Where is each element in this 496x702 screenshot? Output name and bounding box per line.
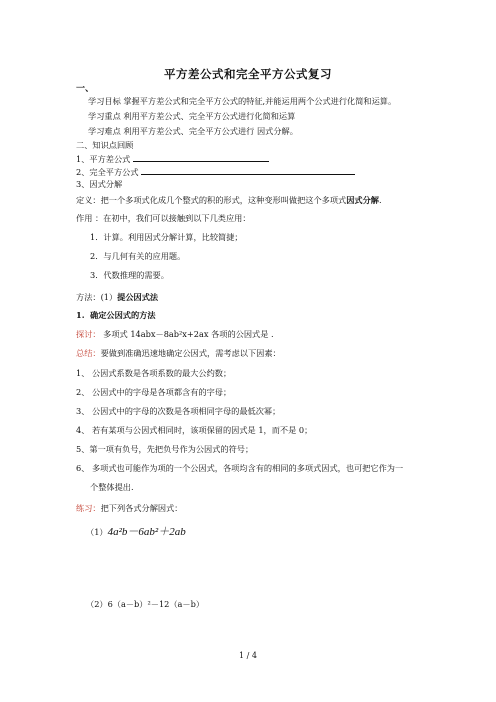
usage-intro: 作用 ：在初中，我们可以接触到以下几类应用： — [76, 213, 251, 223]
step-number: 1. — [76, 310, 85, 320]
review-heading: 二、知识点回顾 — [76, 140, 134, 150]
page-number: 1 / 4 — [239, 651, 257, 660]
definition-line — [76, 195, 382, 206]
practice-label: 练习： — [76, 503, 101, 513]
objective-difficulty: 学习难点 利用平方差公式、完全平方公式进行 因式分解。 — [88, 126, 298, 136]
summary-label: 总结： — [76, 348, 101, 358]
section-one-heading: 一、 — [76, 84, 95, 94]
rule-item: 2、 公因式中的字母是各项都含有的字母； — [76, 387, 232, 397]
review-item-perfect-square — [76, 166, 355, 178]
definition-text: 定义：把一个多项式化成几个整式的积的形式，这种变形叫做把这个多项式 — [76, 195, 347, 205]
page-title: 平方差公式和完全平方公式复习 — [164, 67, 332, 81]
rule-item: 3、 公因式中的字母的次数是各项相同字母的最低次幂； — [76, 406, 281, 416]
exercise-1 — [86, 525, 186, 539]
exercise-2: （2）6（a－b）²－12（a－b） — [86, 599, 205, 609]
explore-label: 探讨： — [76, 329, 101, 339]
objective-goal: 学习目标 掌握平方差公式和完全平方公式的特征,并能运用两个公式进行化简和运算。 — [88, 96, 397, 106]
usage-item: 2．与几何有关的应用题。 — [90, 251, 186, 261]
explore-line — [76, 329, 274, 340]
review-item-difference-of-squares — [76, 153, 269, 165]
explore-text: 多项式 14abx－8ab²x+2ax 各项的公因式是 . — [100, 329, 274, 339]
step-heading — [76, 310, 156, 321]
rule-item-continuation: 个整体提出. — [90, 482, 134, 492]
usage-item: 1．计算。利用因式分解计算，比较简捷； — [90, 232, 243, 242]
exercise-number: （1） — [86, 527, 108, 537]
review-item-factorization: 3、因式分解 — [76, 179, 123, 189]
practice-text: 把下列各式分解因式： — [100, 503, 183, 513]
method-line — [76, 292, 158, 303]
rule-item: 5、第一项有负号，先把负号作为公因式的符号； — [76, 444, 254, 454]
step-title: 确定公因式的方法 — [90, 310, 156, 320]
rule-item: 6、 多项式也可能作为项的一个公因式，各项均含有的相同的多项式因式，也可把它作为一 — [76, 463, 404, 473]
rule-item: 4、 若有某项与公因式相同时，该项保留的因式是 1，而不是 0； — [76, 425, 313, 435]
definition-end: . — [378, 195, 382, 205]
summary-line — [76, 348, 281, 359]
method-name: 提公因式法 — [117, 292, 159, 302]
fill-blank-line — [133, 153, 269, 162]
review-item-label: 1、平方差公式 — [76, 154, 131, 164]
summary-text: 要做到准确迅速地确定公因式，需考虑以下因素： — [100, 348, 281, 358]
method-prefix: 方法：(1） — [76, 292, 118, 302]
rule-item: 1、 公因式系数是各项系数的最大公约数； — [76, 368, 232, 378]
review-item-label: 2、完全平方公式 — [76, 167, 139, 177]
practice-line — [76, 503, 182, 514]
exercise-expression: 4a²b－6ab²＋2ab — [107, 526, 186, 538]
fill-blank-line — [141, 166, 355, 175]
usage-item: 3．代数推理的需要。 — [90, 270, 169, 280]
definition-term: 因式分解 — [346, 195, 379, 205]
objective-focus: 学习重点 利用平方差公式、完全平方公式进行化简和运算 — [88, 111, 296, 121]
